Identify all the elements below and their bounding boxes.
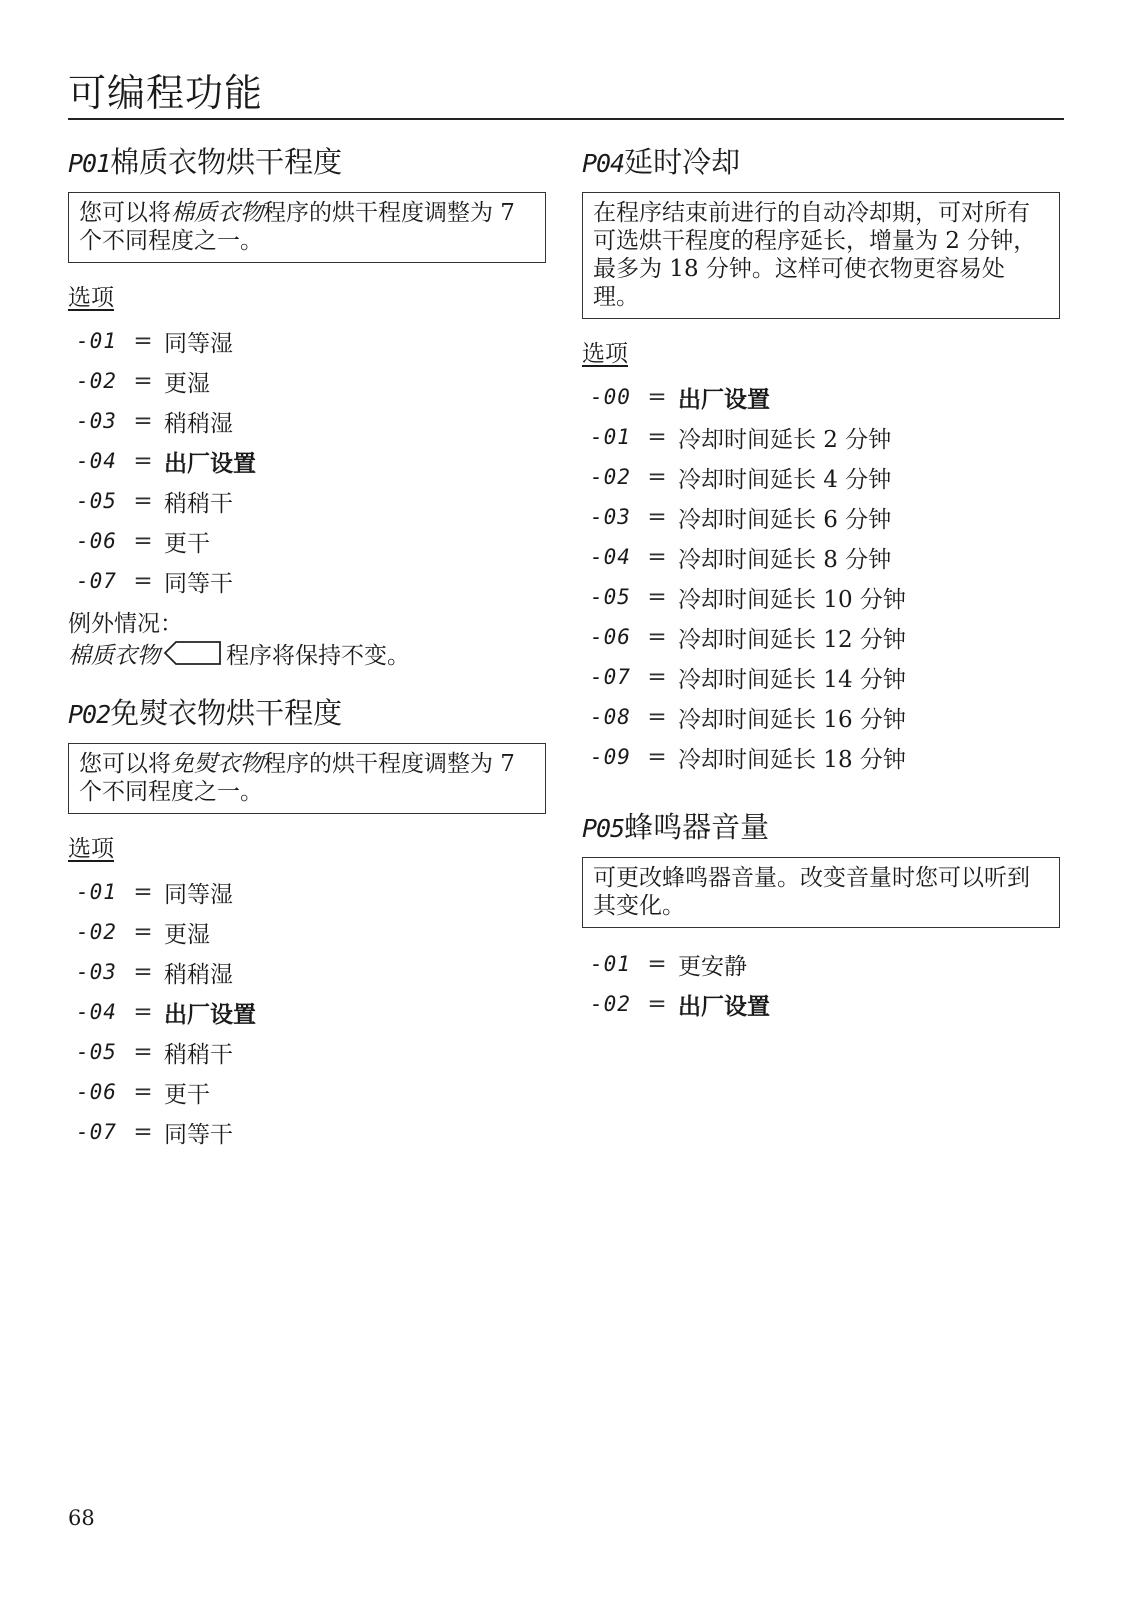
program-code: P01 — [68, 149, 111, 178]
option-value: 冷却时间延长 10 分钟 — [678, 586, 906, 613]
options-label: 选项 — [582, 341, 628, 367]
option-value: 冷却时间延长 12 分钟 — [678, 626, 906, 653]
option-code: -05 — [590, 585, 631, 609]
option-default-value: 出厂设置 — [678, 386, 770, 413]
equals-sign: = — [133, 999, 153, 1025]
option-row — [68, 561, 546, 601]
section-title: 蜂鸣器音量 — [624, 810, 770, 844]
title-divider — [68, 118, 1064, 120]
option-value: 冷却时间延长 14 分钟 — [678, 666, 906, 693]
option-default-value: 出厂设置 — [164, 450, 256, 477]
equals-sign: = — [133, 408, 153, 434]
desc-emphasis: 棉质衣物 — [171, 200, 263, 226]
page-number: 68 — [68, 1506, 95, 1530]
option-row — [582, 737, 1060, 777]
exception-emphasis: 棉质衣物 — [68, 643, 160, 669]
option-code: -05 — [76, 1040, 117, 1064]
option-row — [582, 457, 1060, 497]
equals-sign: = — [647, 544, 667, 570]
option-row — [68, 1072, 546, 1112]
option-default-value: 出厂设置 — [164, 1001, 256, 1028]
program-code: P04 — [582, 149, 625, 178]
option-value: 更干 — [164, 530, 210, 557]
equals-sign: = — [647, 384, 667, 410]
option-code: -07 — [76, 569, 117, 593]
section-heading — [68, 142, 546, 182]
option-row — [582, 577, 1060, 617]
options-list — [582, 377, 1060, 777]
option-row — [68, 481, 546, 521]
option-code: -02 — [590, 465, 631, 489]
exception-label: 例外情况： — [68, 611, 183, 637]
option-value: 更安静 — [678, 953, 747, 980]
option-value: 冷却时间延长 18 分钟 — [678, 746, 906, 773]
equals-sign: = — [133, 488, 153, 514]
option-default-value: 出厂设置 — [678, 993, 770, 1020]
option-row — [582, 417, 1060, 457]
option-row — [68, 361, 546, 401]
option-row — [582, 537, 1060, 577]
desc-text: 您可以将 — [79, 751, 171, 777]
option-code: -09 — [590, 745, 631, 769]
option-code: -03 — [590, 505, 631, 529]
option-row — [582, 617, 1060, 657]
option-row — [68, 912, 546, 952]
options-label: 选项 — [68, 285, 114, 311]
section-p01 — [68, 142, 546, 675]
description-box — [68, 192, 546, 263]
section-p04 — [582, 142, 1060, 777]
equals-sign: = — [133, 368, 153, 394]
section-heading — [68, 693, 546, 733]
option-value: 同等干 — [164, 1121, 233, 1148]
option-row — [68, 521, 546, 561]
option-value: 更湿 — [164, 370, 210, 397]
option-row — [68, 401, 546, 441]
option-code: -01 — [76, 880, 117, 904]
desc-text: 程序的烘干程度调整为 7 个不同程度之一。 — [79, 200, 515, 254]
option-code: -06 — [76, 529, 117, 553]
equals-sign: = — [133, 1039, 153, 1065]
options-list — [68, 321, 546, 601]
section-p02 — [68, 693, 546, 1152]
option-code: -04 — [590, 545, 631, 569]
equals-sign: = — [647, 464, 667, 490]
option-code: -04 — [76, 1000, 117, 1024]
option-row — [582, 497, 1060, 537]
section-title: 延时冷却 — [624, 145, 741, 179]
option-value: 冷却时间延长 2 分钟 — [678, 426, 892, 453]
equals-sign: = — [133, 448, 153, 474]
option-row — [582, 377, 1060, 417]
option-row — [582, 657, 1060, 697]
option-value: 冷却时间延长 8 分钟 — [678, 546, 892, 573]
program-tag-icon — [162, 639, 224, 675]
option-row — [68, 321, 546, 361]
option-value: 冷却时间延长 4 分钟 — [678, 466, 892, 493]
option-code: -08 — [590, 705, 631, 729]
option-value: 同等干 — [164, 570, 233, 597]
option-code: -02 — [76, 369, 117, 393]
option-code: -04 — [76, 449, 117, 473]
equals-sign: = — [133, 328, 153, 354]
option-row — [582, 944, 1060, 984]
section-heading — [582, 142, 1060, 182]
option-row — [582, 697, 1060, 737]
program-code: P05 — [582, 814, 625, 843]
option-code: -01 — [590, 425, 631, 449]
option-code: -05 — [76, 489, 117, 513]
option-row — [582, 984, 1060, 1024]
option-code: -03 — [76, 409, 117, 433]
option-value: 稍稍干 — [164, 1041, 233, 1068]
equals-sign: = — [133, 1119, 153, 1145]
option-value: 稍稍湿 — [164, 961, 233, 988]
option-code: -02 — [76, 920, 117, 944]
section-heading — [582, 807, 1060, 847]
description-box — [68, 743, 546, 814]
equals-sign: = — [133, 879, 153, 905]
option-code: -06 — [590, 625, 631, 649]
option-row — [68, 992, 546, 1032]
option-code: -07 — [76, 1120, 117, 1144]
section-p05 — [582, 807, 1060, 1024]
desc-text: 程序的烘干程度调整为 7 个不同程度之一。 — [79, 751, 515, 805]
options-list — [582, 944, 1060, 1024]
page-title: 可编程功能 — [68, 71, 264, 115]
option-code: -06 — [76, 1080, 117, 1104]
option-value: 同等湿 — [164, 330, 233, 357]
option-value: 更湿 — [164, 921, 210, 948]
options-list — [68, 872, 546, 1152]
equals-sign: = — [133, 528, 153, 554]
option-value: 稍稍干 — [164, 490, 233, 517]
section-title: 免熨衣物烘干程度 — [110, 696, 343, 730]
option-value: 稍稍湿 — [164, 410, 233, 437]
option-value: 冷却时间延长 16 分钟 — [678, 706, 906, 733]
option-row — [68, 441, 546, 481]
option-code: -01 — [76, 329, 117, 353]
equals-sign: = — [647, 664, 667, 690]
equals-sign: = — [133, 919, 153, 945]
description-box: 在程序结束前进行的自动冷却期，可对所有可选烘干程度的程序延长，增量为 2 分钟，最多为 18 分钟。这样可使衣物更容易处理。 — [582, 192, 1060, 319]
right-column — [582, 142, 1060, 1024]
section-title: 棉质衣物烘干程度 — [110, 145, 343, 179]
equals-sign: = — [647, 584, 667, 610]
option-row — [68, 952, 546, 992]
option-code: -01 — [590, 952, 631, 976]
option-row — [68, 1032, 546, 1072]
option-code: -07 — [590, 665, 631, 689]
desc-emphasis: 免熨衣物 — [171, 751, 263, 777]
program-code: P02 — [68, 700, 111, 729]
exception-note — [68, 609, 546, 675]
desc-text: 您可以将 — [79, 200, 171, 226]
equals-sign: = — [133, 568, 153, 594]
equals-sign: = — [647, 951, 667, 977]
option-code: -03 — [76, 960, 117, 984]
option-value: 更干 — [164, 1081, 210, 1108]
option-row — [68, 1112, 546, 1152]
option-code: -02 — [590, 992, 631, 1016]
equals-sign: = — [647, 624, 667, 650]
equals-sign: = — [647, 744, 667, 770]
equals-sign: = — [647, 504, 667, 530]
option-row — [68, 872, 546, 912]
exception-text: 程序将保持不变。 — [226, 643, 410, 669]
description-box: 可更改蜂鸣器音量。改变音量时您可以听到其变化。 — [582, 857, 1060, 928]
equals-sign: = — [647, 424, 667, 450]
option-value: 同等湿 — [164, 881, 233, 908]
option-code: -00 — [590, 385, 631, 409]
equals-sign: = — [133, 959, 153, 985]
left-column — [68, 142, 546, 1152]
option-value: 冷却时间延长 6 分钟 — [678, 506, 892, 533]
equals-sign: = — [133, 1079, 153, 1105]
equals-sign: = — [647, 704, 667, 730]
options-label: 选项 — [68, 836, 114, 862]
equals-sign: = — [647, 991, 667, 1017]
